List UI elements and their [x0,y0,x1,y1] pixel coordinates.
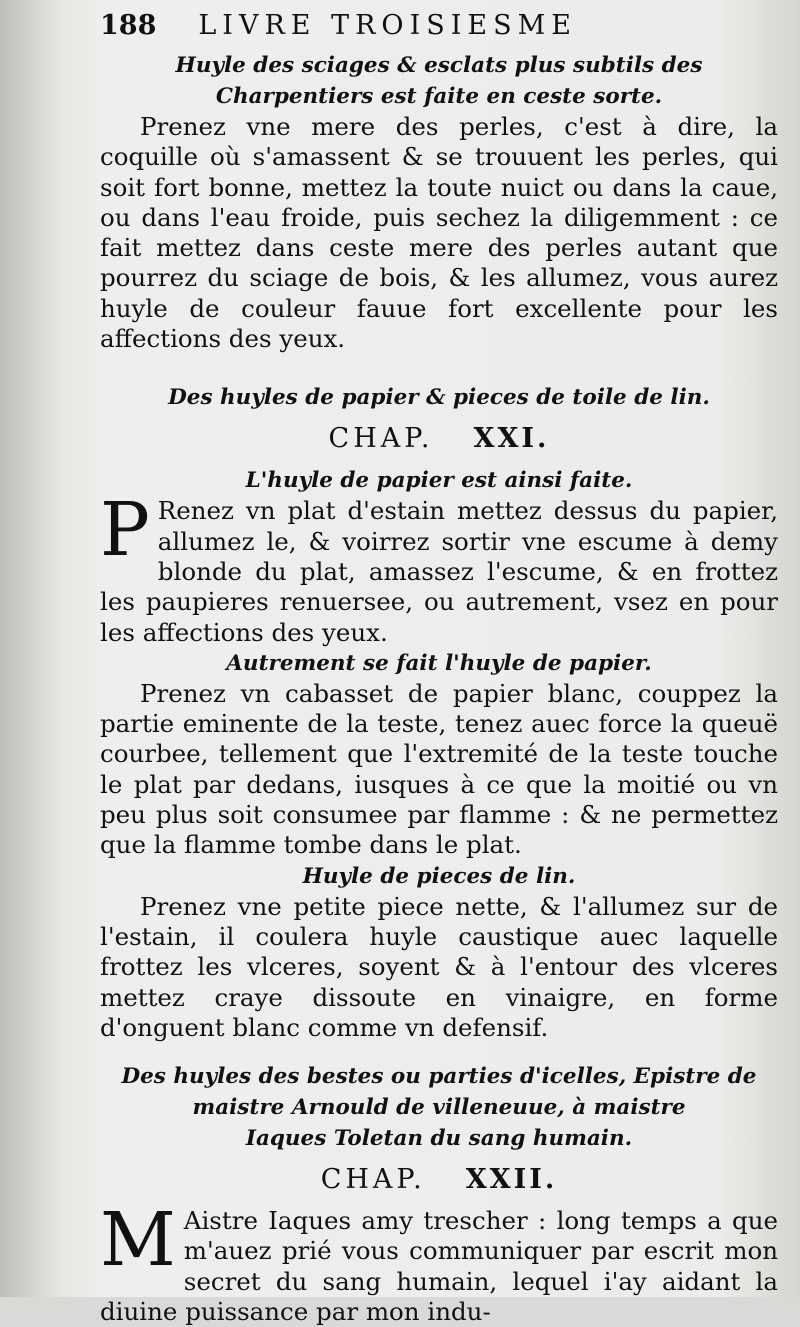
subsection-title: Huyle de pieces de lin. [302,863,576,889]
chapter-body: Aistre Iaques amy trescher : long temps a que m'auez prié vous communiquer par escrit mon secret du sang humain, lequel i'ay aidant la diuine puissance par mon indu- [100,1206,778,1327]
subsection-body: Prenez vn cabasset de papier blanc, couppez la partie eminente de la teste, tenez auec force la queuë courbee, tellement que l'extremité de la teste touche le plat par dedans, iusques à ce que la moitié ou vn peu plus soit consumee par flamme : & ne permettez que la flamme tombe dans le plat. [100,678,778,860]
subsection-title: Autrement se fait l'huyle de papier. [226,650,652,676]
chapter-heading-line: Des huyles des bestes ou parties d'icelles, Epistre de [121,1064,757,1090]
subsection-body: Prenez vne petite piece nette, & l'allumez sur de l'estain, il coulera huyle caustique auec laquelle frottez les vlceres, soyent & à l'entour des vlceres mettez craye dissoute en vinaigre, en forme d'onguent blanc comme vn defensif. [100,891,778,1042]
page-number: 188 [100,10,157,41]
drop-cap: P [100,487,150,574]
chapter-heading-line: Iaques Toletan du sang humain. [245,1126,633,1152]
chapter-heading: Des huyles de papier & pieces de toile de lin. [168,385,710,411]
chapter-opening-paragraph [100,1197,778,1327]
chapter-roman: XXII. [465,1164,558,1196]
chapter-heading-line: maistre Arnould de villeneuue, à maistre [192,1095,686,1121]
chapter-roman: XXI. [473,423,550,455]
chapter-label: CHAP. [328,423,434,455]
subsection-body: Renez vn plat d'estain mettez dessus du papier, allumez le, & voirrez sortir vne escume à demy blonde du plat, amassez l'escume, & en frottez les paupieres renuersee, ou autrement, vsez en pour les affections des yeux. [100,496,778,647]
chapter-label: CHAP. [320,1164,426,1196]
drop-cap: M [100,1197,176,1284]
subsection-title: L'huyle de papier est ainsi faite. [245,468,633,494]
section-body: Prenez vne mere des perles, c'est à dire, la coquille où s'amassent & se trouuent les perles, qui soit fort bonne, mettez la toute nuict ou dans la caue, ou dans l'eau froide, puis sechez la diligemment : ce fait mettez dans ceste mere des perles autant que pourrez du sciage de bois, & les allumez, vous aurez huyle de couleur fauue fort excellente pour les affections des yeux. [100,112,778,354]
running-head [100,10,778,50]
subsection-paragraph [100,487,778,647]
chapter-number [100,1160,778,1200]
section-title: Huyle des sciages & esclats plus subtils des Charpentiers est faite en ceste sorte. [175,53,703,109]
chapter-number [100,419,778,459]
running-title: LIVRE TROISIESME [198,10,577,41]
